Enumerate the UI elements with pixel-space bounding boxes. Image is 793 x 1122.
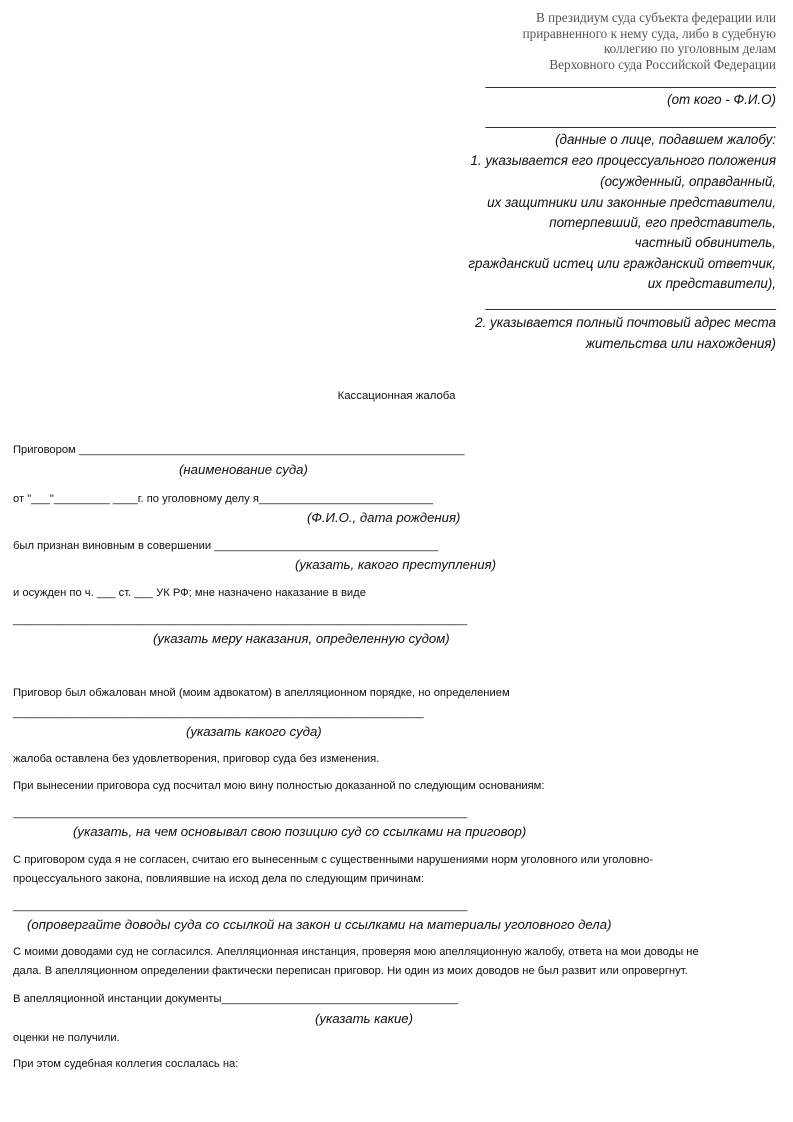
sentence-hint: (указать меру наказания, определенную судом): [153, 631, 450, 646]
disagree-line: С приговором суда я не согласен, считаю его вынесенным с существенными нарушениями норм уголовного или уголовно-: [13, 854, 654, 866]
disagree-blank: _________________________________________________________________________: [13, 900, 468, 912]
sender-from-hint: (от кого - Ф.И.О): [667, 92, 776, 107]
guilty-line: был признан виновным в совершении ____________________________________: [13, 540, 439, 552]
grounds-hint: (указать, на чем основывал свою позицию суд со ссылками на приговор): [73, 824, 527, 839]
sender-info-line: потерпевший, его представитель,: [549, 215, 776, 230]
docs-line: В апелляционной инстанции документы______________________________________: [13, 993, 458, 1005]
court-line: дала. В апелляционном определении фактически переписан приговор. Ни один из моих доводов не был развит или опровергнут.: [13, 965, 688, 977]
date-hint: (Ф.И.О., дата рождения): [307, 510, 461, 525]
sentence-line: и осужден по ч. ___ ст. ___ УК РФ; мне назначено наказание в виде: [13, 587, 366, 599]
disagree-hint: (опровергайте доводы суда со ссылкой на закон и ссылками на материалы уголовного дела): [27, 917, 612, 932]
date-line: от "___"_________ ____г. по уголовному делу я____________________________: [13, 493, 434, 505]
sender-blank: _______________________________________: [485, 113, 776, 128]
verdict-line: Приговором ______________________________________________________________: [13, 444, 465, 456]
addressee-line: коллегию по уголовным делам: [603, 41, 776, 57]
sender-info-line: их защитники или законные представители,: [487, 195, 776, 210]
addressee-line: Верховного суда Российской Федерации: [549, 56, 776, 72]
appeal-line: Приговор был обжалован мной (моим адвокатом) в апелляционном порядке, но определением: [13, 687, 510, 699]
sender-address-line: жительства или нахождения): [585, 336, 776, 351]
sender-info-line: частный обвинитель,: [634, 235, 776, 250]
sender-info-line: их представители),: [647, 276, 776, 291]
court-line: С моими доводами суд не согласился. Апелляционная инстанция, проверяя мою апелляционную жалобу, ответа на мои доводы не: [13, 946, 699, 958]
sender-info-line: (данные о лице, подавшем жалобу:: [555, 132, 776, 147]
reference-line: При этом судебная коллегия сослалась на:: [13, 1058, 239, 1070]
sender-info-line: 1. указывается его процессуального положения: [470, 153, 776, 168]
grounds-blank: _________________________________________________________________________: [13, 807, 468, 819]
docs-hint: (указать какие): [315, 1011, 414, 1026]
addressee-block: [396, 10, 776, 72]
addressee-line: приравненного к нему суда, либо в судебную: [522, 25, 776, 41]
sender-address-line: 2. указывается полный почтовый адрес места: [475, 315, 776, 330]
verdict-hint: (наименование суда): [179, 462, 308, 477]
docs-result: оценки не получили.: [13, 1032, 120, 1044]
document-title: Кассационная жалоба: [337, 390, 456, 402]
appeal-result: жалоба оставлена без удовлетворения, приговор суда без изменения.: [13, 753, 380, 765]
disagree-line: процессуального закона, повлиявшие на исход дела по следующим причинам:: [13, 873, 425, 885]
grounds-line: При вынесении приговора суд посчитал мою вину полностью доказанной по следующим основаниям:: [13, 780, 545, 792]
sender-info-line: (осужденный, оправданный,: [600, 174, 776, 189]
appeal-hint: (указать какого суда): [186, 724, 322, 739]
guilty-hint: (указать, какого преступления): [295, 557, 497, 572]
sender-blank: _______________________________________: [485, 295, 776, 310]
sender-info-line: гражданский истец или гражданский ответчик,: [468, 256, 776, 271]
addressee-line: В президиум суда субъекта федерации или: [535, 10, 776, 25]
sentence-blank: _________________________________________________________________________: [13, 614, 468, 626]
appeal-blank: __________________________________________________________________: [13, 707, 424, 719]
sender-blank: _______________________________________: [485, 73, 776, 88]
